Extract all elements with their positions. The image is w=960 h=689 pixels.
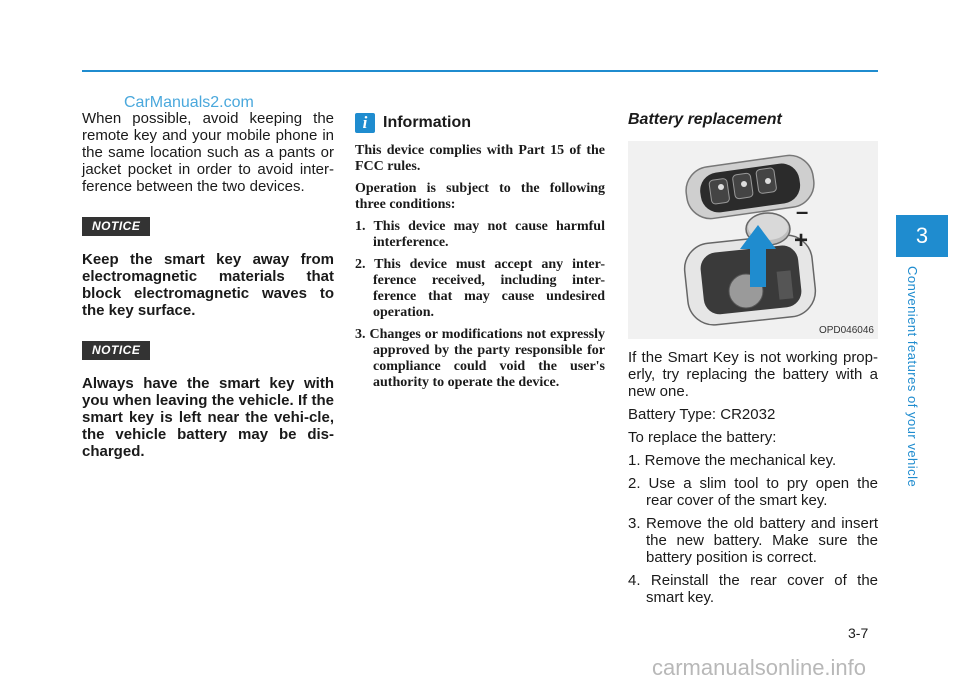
notice-badge: NOTICE [82, 217, 150, 236]
watermark-top: CarManuals2.com [124, 94, 254, 111]
battery-type: Battery Type: CR2032 [628, 406, 776, 423]
section-title: Battery replacement [628, 111, 782, 128]
column-left [82, 110, 334, 460]
page-number: 3-7 [848, 625, 869, 641]
replace-intro: To replace the battery: [628, 429, 777, 446]
minus-sign: – [796, 199, 809, 224]
watermark-bottom: carmanualsonline.info [652, 655, 867, 680]
list-item: 4. Reinstall the rear cover of the smart key. [628, 572, 878, 606]
notice-text: Always have the smart key with you when leaving the vehicle. If the smart key is left near the vehi-cle, the vehicle battery may be dis-charged. [82, 375, 334, 460]
list-item: 2. Use a slim tool to pry open the rear cover of the smart key. [628, 475, 878, 509]
conditions-paragraph: Operation is subject to the following three conditions: [355, 181, 605, 212]
battery-paragraph: If the Smart Key is not working prop-erly, try replacing the battery with a new one. [628, 349, 878, 400]
figure-code: OPD046046 [818, 325, 874, 336]
battery-figure [628, 141, 878, 339]
smart-key-illustration [628, 141, 878, 339]
notice-badge: NOTICE [82, 341, 150, 360]
information-title: Information [383, 114, 471, 131]
chapter-tab: 3 [896, 215, 948, 257]
top-rule [82, 70, 878, 72]
notice-text: Keep the smart key away from electromagnetic materials that block electromagnetic waves to the key surface. [82, 251, 334, 319]
steps-list [628, 452, 878, 606]
list-item: 3. Changes or modifications not expressly approved by the party responsible for compliance could void the user's authority to operate the device. [355, 327, 605, 390]
info-icon: i [355, 113, 375, 133]
information-heading [355, 110, 605, 136]
fcc-paragraph: This device complies with Part 15 of the FCC rules. [355, 143, 605, 174]
list-item: 2. This device must accept any inter-ference received, including inter-ference that may cause undesired operation. [355, 257, 605, 320]
chapter-title: Convenient features of your vehicle [905, 266, 920, 488]
list-item: 1. Remove the mechanical key. [628, 452, 837, 469]
list-item: 3. Remove the old battery and insert the new battery. Make sure the battery position is correct. [628, 515, 878, 566]
conditions-list [355, 219, 605, 391]
intro-paragraph: When possible, avoid keeping the remote key and your mobile phone in the same location such as a pants or jacket pocket in order to avoid inter-ference between the two devices. [82, 110, 334, 195]
column-right [628, 110, 878, 612]
plus-sign: + [794, 227, 809, 254]
list-item: 1. This device may not cause harmful interference. [355, 219, 605, 250]
column-middle [355, 110, 605, 397]
